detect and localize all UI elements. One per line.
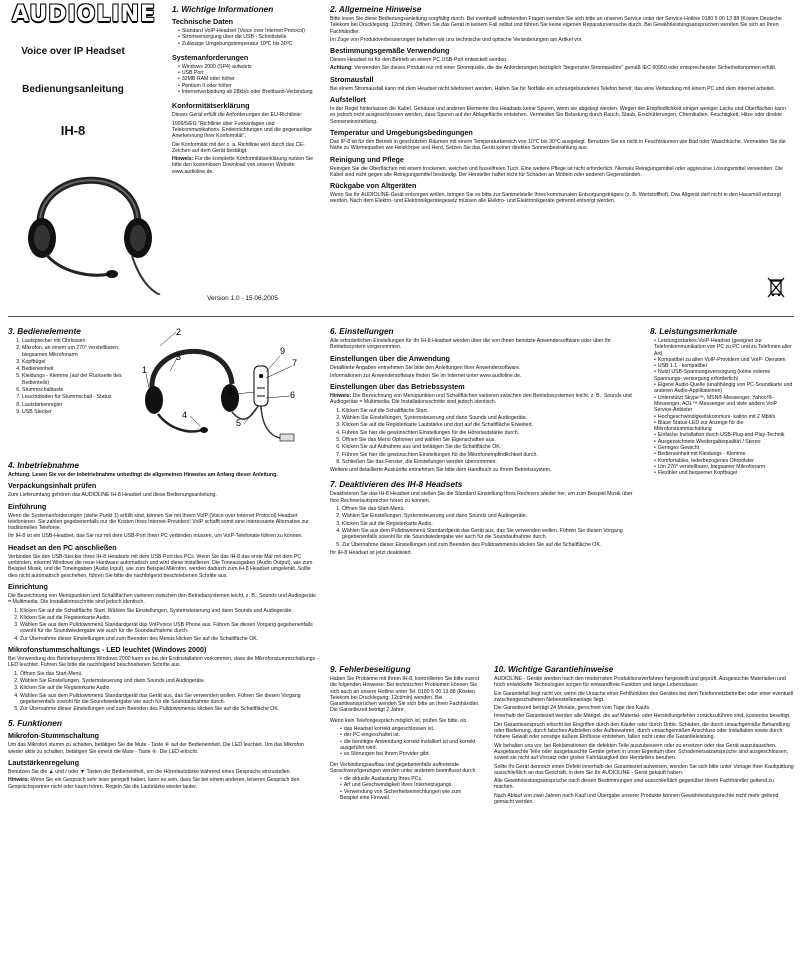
list-item: • USB Port — [178, 70, 322, 76]
list-item: 2. Wählen Sie Einstellungen, Systemsteuerung und dann Sounds und Audiogeräte. — [20, 678, 320, 684]
subheading: Einstellungen über das Betriebssystem — [330, 382, 465, 392]
conformity-text: 1999/5/EG "Richtlinie über Funkanlagen und Telekommunikations- Endeinrichtungen und die gegenseitige Anerkennung ihrer Konformität". — [172, 120, 312, 140]
list-item: • das Headset korrekt angeschlossen ist. — [340, 726, 480, 732]
list-item: • Bedieneinheit mit Kleidungs - Klemme — [654, 451, 795, 457]
subheading: Einführung — [8, 501, 47, 511]
list-item: • Stromversorgung über die USB - Schnittstelle — [178, 34, 322, 40]
subheading: Einstellungen über die Anwendung — [330, 353, 450, 363]
list-item: • Um 270° verstellbarer, biegsamer Mikrofonarm — [654, 464, 795, 470]
subheading: Headset an den PC anschließen — [8, 542, 117, 552]
mic-capsule — [106, 270, 118, 278]
section-3-title: 3. Bedienelemente — [8, 326, 81, 336]
section-4 — [8, 460, 320, 792]
section-5-title: 5. Funktionen — [8, 718, 62, 729]
paragraph: Um das Mikrofon stumm zu schalten, betätigen Sie die Mute - Taste ⑥ auf der Bedieneinheit. Die LED leuchtet. Um das Mikrofon wieder aktiv zu schalten, betätigen Sie erneut die Mute - Taste ⑥. Die LED erlischt. — [8, 742, 304, 755]
paragraph: Bei einem Stromausfall kann mit dem Headset nicht telefoniert werden. Halten Sie für Notfälle ein schnurgebundenes Telefon bereit, das eine Verbindung mit einem PC und dem Internet arbeitet. — [330, 85, 776, 92]
section-6-title: 6. Einstellungen — [330, 326, 394, 336]
paragraph: Verbinden Sie den USB-Stecker Ihres IH-8 Headsets mit dem USB-Port des PCs. Wenn Sie das IH-8 das erste Mal mit dem PC verbinden, erkennt Windows die neue Hardware automatisch und wird diese installieren. Die Toneausgaben (Audio Output), wie zum Beispiel Musik, und die Toneingaben (Audio Input), wie zum Beispiel Mikrofon, werden dadurch zum IH-8 Headset umgelenkt. Sollte dies nicht automatisch geschehen, führen Sie bitte die nachfolgend beschriebenen Schritte aus. — [8, 553, 313, 579]
paragraph: Reinigen Sie die Oberflächen mit einem trockenen, weichen und fusselfreien Tuch. Eine weitere Pflege ist nicht erforderlich. Niemals Reinigungsmittel oder aggressive Lösungsmittel verwenden. Die Kabel sind nicht gegen alle Reinigungsmittel beständig. Der Hersteller haftet nicht für Schäden an Möbeln oder anderen Gegenständen. — [330, 165, 783, 178]
subheading: Temperatur und Umgebungsbedingungen — [330, 127, 473, 137]
paragraph: Wir behalten uns vor, bei Reklamationen die defekten Teile auszubessern oder zu ersetzen oder das Gerät auszutauschen. Ausgetauschte Teile oder ausgetauschte Geräte gehen in unser Eigentum über. Schadenersatzansprüche sind ausgeschlossen, soweit sie nicht auf Vorsatz oder grober Fahrlässigkeit des Herstellers beruhen. — [494, 742, 789, 762]
subheading: Mikrofon-Stummschaltung — [8, 731, 100, 741]
subheading: Reinigung und Pflege — [330, 154, 404, 164]
section-8-title: 8. Leistungsmerkmale — [650, 326, 738, 336]
tech-data-title: Technische Daten — [172, 17, 233, 26]
list-item: • Flexibler und bequemer Kopfbügel — [654, 470, 795, 476]
paragraph: In der Regel hinterlassen die Kabel, Gehäuse und anderen Elemente des Headsets keine Spuren, wenn sie abgelegt werden. Wegen der Empfindlichkeit einiger weniger Lacke und Oberflächen kann es jedoch nicht ausgeschlossen werden, dass Spuren auf der Ablagefläche entstehen. Vermeiden Sie Belastung durch Rauch, Staub, Erschütterungen, Chemikalien, Feuchtigkeit, Hitze oder direkte Sonneneinstrahlung. — [330, 106, 786, 125]
callout-9: 9 — [280, 346, 286, 356]
subheading: Rückgabe von Altgeräten — [330, 181, 417, 191]
list-item: • 32MB RAM oder höher — [178, 76, 322, 82]
subheading: Mikrofonstummschaltungs - LED leuchtet (Windows 2000) — [8, 645, 207, 655]
list-item: • Geringes Gewicht — [654, 445, 795, 451]
list-item: 7. Führen Sie hier die gewünschten Einstellungen für die Mikrofonempfindlichkeit durch. — [342, 452, 635, 458]
controls-diagram — [140, 326, 320, 454]
list-item: 3. Klicken Sie auf die Registerkarte Audio. — [342, 521, 635, 527]
list-item: • es Störungen bei Ihrem Provider gibt. — [340, 751, 480, 757]
list-item: 8. Lautstärkenregler — [22, 402, 123, 408]
section-9 — [330, 664, 480, 803]
list-item: 3. Klicken Sie auf die Registerkarte Audio. — [20, 685, 320, 691]
section-9-title: 9. Fehlerbeseitigung — [330, 664, 411, 674]
list-item: 2. Wählen Sie Einstellungen, Systemsteuerung und dann Sounds und Audiogeräte. — [342, 513, 635, 519]
fold-divider — [8, 316, 794, 317]
subheading: Lautstärkenregelung — [8, 758, 80, 768]
list-item: • Zulässige Umgebungstemperatur 10ºC bis 30ºC — [178, 41, 322, 47]
list-item: 4. Wählen Sie aus dem Pulldownmenü Standardgerät das Gerät aus, das Sie verwenden wollen. Führen Sie diesen Vorgang gegebenenfalls sowohl für die Soundwiedergabe wie auch für die Soundaufnahme durch. — [342, 528, 635, 541]
list-item: • Internetverbindung ab 28kb/s oder Breitband-Verbindung — [178, 89, 322, 95]
system-req-title: Systemanforderungen — [172, 52, 249, 62]
section-7-title: 7. Deaktivieren des IH-8 Headsets — [330, 479, 463, 490]
paragraph: Hinweis: Wenn Sie ein Gespräch sehr leise geregelt haben, kann es sein, dass Sie bei einem anderen, leiseren Gespräch den Gesprächspartner nicht oder kaum hören. Regeln Sie die Lautstärke wieder lauter. — [8, 777, 300, 790]
list-item: 5. Zur Übernahme dieser Einstellungen und zum Beenden des Pulldownmenüs klicken Sie auf die Schaltfläche OK. — [342, 542, 635, 548]
paragraph: Der Verbindungsaufbau und gegebenenfalls auftretende Sprachverzögerungen werden unter anderem beeinflusst durch — [330, 761, 476, 774]
callout-7: 7 — [292, 358, 298, 368]
paragraph: Wenn kein Telefongespräch möglich ist, prüfen Sie bitte, ob — [330, 717, 467, 724]
paragraph: Wenn die Systemanforderungen (siehe Punkt 1) erfüllt sind, können Sie mit Ihrem VoIP (Voice over Internet Protocol) Headset telefonieren. Sie zahlen gegebenenfalls nur die Kosten Ihres Internet-Providers! VoIP schafft somit eine interessante Alternative zur traditionellen Telefonie. — [8, 512, 309, 532]
callout-1: 1 — [142, 365, 148, 375]
paragraph: Ihr IH-8 Headset ist jetzt deaktiviert. — [330, 549, 413, 556]
list-item: 3. Wählen Sie aus dem Pulldownmenü Standardgerät das VoIPvoice USB Phone aus. Führen Sie diesen Vorgang gegebenenfalls sowohl für die Soundwiedergabe wie auch für die Soundaufnahme durch. — [20, 622, 320, 635]
paragraph: Alle erforderlichen Einstellungen für Ihr IH-8 Headset werden über die von Ihnen benutzte Anwendersoftware oder über Ihr Betriebssystem vorgenommen. — [330, 338, 611, 351]
warning-text: Achtung: Lesen Sie vor der Inbetriebnahme unbedingt die allgemeinen Hinweise am Anfang dieser Anleitung. — [8, 472, 278, 478]
paragraph: Zum Lieferumfang gehören das AUDIOLINE IH-8 Headset und diese Bedienungsanleitung. — [8, 492, 217, 499]
list-item: 5. Öffnen Sie das Menü Optionen und wählen Sie Eigenschaften aus. — [342, 437, 635, 443]
list-item: • Nutzt USB-Spannungsversorgung (keine externe Spannungs- versorgung erforderlich) — [654, 369, 795, 382]
list-item: 5. Kleidungs - Klemme (auf der Rückseite des Bedienteils) — [22, 373, 123, 386]
paragraph: Im Zuge von Produktverbesserungen behalten wir uns technische und optische Veränderungen am Artikel vor. — [330, 36, 583, 43]
paragraph: Achtung: Verwenden Sie dieses Produkt nur mit einer Stromquelle, die die Anforderungen bezüglich "begrenzter Stromquellen" gemäß IEC 60950 oder entsprechender Sicherheitsnormen erfüllt. — [330, 65, 777, 72]
list-item: 1. Öffnen Sie das Start-Menü. — [20, 671, 320, 677]
list-item: • Leistungsstarkes VoIP-Headset (geeignet zur Telefonkommunikation von PC zu PC und zu Telefonen aller Art) — [654, 338, 795, 357]
callout-6: 6 — [290, 390, 296, 400]
section-4-title: 4. Inbetriebnahme — [8, 460, 80, 470]
paragraph: Sollte Ihr Gerät dennoch einen Defekt innerhalb der Garantiezeit aufweisen, wenden Sie sich bitte unter Vorlage Ihrer Kaufquittung ausschließlich an das Geschäft, in dem Sie Ihr AUDIOLINE - Gerät gekauft haben. — [494, 763, 794, 776]
list-item: 6. Stummschalttaste — [22, 387, 123, 393]
version-line: Version 1.0 - 15.06.2005 — [207, 295, 278, 302]
list-item: • der PC eingeschaltet ist. — [340, 732, 480, 738]
list-item: 1. Lautsprecher mit Ohrkissen — [22, 338, 123, 344]
paragraph: Informationen zur Anwendersoftware finden Sie im Internet unter www.audioline.de. — [330, 372, 522, 379]
conformity-text: Die Konformität mit der o. a. Richtlinie wird durch das CE-Zeichen auf dem Gerät bestätigt. — [172, 141, 305, 154]
list-item: 4. Führen Sie hier die gewünschten Einstellungen für die Hörerlautstärke durch. — [342, 430, 635, 436]
list-item: 9. USB Stecker — [22, 409, 123, 415]
list-item: • Art und Geschwindigkeit Ihres Internetzugangs. — [340, 782, 480, 788]
list-item: • Pentium II oder höher — [178, 83, 322, 89]
section-3 — [8, 326, 123, 417]
paragraph: Bei Verwendung des Betriebssystems Windows 2000 kann es bei der Erstinstallation vorkommen, dass die Mikrofonstummschaltungs - LED leuchtet. Führen Sie bitte die nachfolgend beschriebenen Schritte aus. — [8, 656, 319, 669]
list-item: • Komfortables, lederbezogenes Ohrpolster — [654, 458, 795, 464]
manual-title: Bedienungsanleitung — [22, 84, 124, 95]
list-item: 3. Kopfbügel — [22, 359, 123, 365]
list-item: • Windows 2000 (SP4) aufwärts — [178, 64, 322, 70]
callout-5: 5 — [236, 418, 242, 428]
section-2-title: 2. Allgemeine Hinweise — [330, 4, 422, 14]
list-item: • USB 1.1 - kompatibel — [654, 363, 795, 369]
section-1-title: 1. Wichtige Informationen — [172, 4, 274, 14]
model-title: IH-8 — [60, 123, 86, 138]
paragraph: Die Bezeichnung von Menüpunkten und Schaltflächen variieren zwischen den Betriebssystemen leicht, z. B.: Sounds und Audiogeräte = Multimedia. Die Installationsschritte sind jedoch identisch. — [8, 592, 316, 606]
paragraph: Deaktivieren Sie das IH-8 Headset und stellen Sie die Standard Einstellung Ihres Rechners wieder her, um zum Beispiel Musik über Ihre Rechnerlautsprecher hören zu können. — [330, 491, 633, 504]
paragraph: Detaillierte Angaben entnehmen Sie bitte den Anleitungen Ihrer Anwendersoftware. — [330, 364, 521, 371]
list-item: 4. Bedieneinheit — [22, 366, 123, 372]
list-item: • die benötigte Anwendung korrekt installiert ist und korrekt ausgeführt wird. — [340, 739, 480, 752]
callout-3: 3 — [176, 352, 182, 362]
paragraph: Haben Sie Probleme mit Ihrem IH-8, kontrollieren Sie bitte zuerst die folgenden Hinweise. Bei technischen Problemen können Sie sich auch an unsere Hotline unter Tel. 0180 5 00 13 88 (Kosten Telekom bei Drucklegung: 12ct/min) wenden. Bei Garantieansprüchen wenden Sie sich bitte an Ihren Fachhändler. Die Garantiezeit beträgt 2 Jahre. — [330, 676, 480, 714]
paragraph: Nach Ablauf von zwei Jahren nach Kauf und Übergabe unserer Produkte können Gewährleistungsrechte nicht mehr geltend gemacht werden. — [494, 792, 779, 806]
subheading: Verpackungsinhalt prüfen — [8, 481, 97, 491]
callout-2: 2 — [176, 327, 182, 337]
paragraph: AUDIOLINE - Geräte werden nach den modernsten Produktionsverfahren hergestellt und geprüft. Ausgesuchte Materialien und hoch entwickelte Technologien sorgen für einwandfreie Funktion und lange Lebensdauer. — [494, 676, 786, 689]
list-item: • die aktuelle Auslastung Ihres PCs. — [340, 776, 480, 782]
usb-plug — [280, 434, 294, 441]
paragraph: Der Garantieanspruch erlischt bei Eingriffen durch den Käufer oder durch Dritte. Schäden, die durch unsachgemäße Behandlung oder Bedienung, durch falsches Aufstellen oder Aufbewahren, durch unsachgemäßen Anschluss oder Installation sowie durch höhere Gewalt oder sonstige äußere Einflüsse entstehen, fallen nicht unter die Garantieleistung. — [494, 721, 790, 741]
list-item: 4. Wählen Sie aus dem Pulldownmenü Standardgerät das Gerät aus, das Sie verwenden wollen. Führen Sie diesen Vorgang gegebenenfalls sowohl für die Soundwiedergabe wie auch für die Soundaufnahme durch. — [20, 693, 320, 706]
list-item: 1. Öffnen Sie das Start-Menü. — [342, 506, 635, 512]
audioline-logo: AUDIOLINE — [12, 2, 157, 27]
list-item: 1. Klicken Sie auf die Schaltfläche Start. Wählen Sie Einstellungen, Systemsteuerung und dann Sounds und Audiogeräte. — [20, 608, 320, 614]
list-item: • Hochgeschwindigkeitskommuni- kation mit 2 Mbit/s — [654, 414, 795, 420]
list-item: • Einfache Installation durch USB-Plug-and-Play-Technik — [654, 432, 795, 438]
list-item: 1. Klicken Sie auf die Schaltfläche Start. — [342, 408, 635, 414]
list-item: 4. Zur Übernahme dieser Einstellungen und zum Beenden des Menüs klicken Sie auf die Schaltfläche OK. — [20, 636, 320, 642]
section-1 — [172, 4, 322, 177]
paragraph: Ein Garantiefall liegt nicht vor, wenn die Ursache einer Fehlfunktion des Gerätes bei dem Telefonnetzbetreiber oder einer eventuell zwischengeschalteten Nebenstellenanlage liegt. — [494, 690, 794, 703]
paragraph: Bitte lesen Sie diese Bedienungsanleitung sorgfältig durch. Bei eventuell auftretenden Fragen wenden Sie sich bitte an unseren Service unter der Service-Hotline 0180 5 00 13 88 (Kosten Deutsche Telekom bei Drucklegung: 12ct/min). Öffnen Sie das Gerät in keinem Fall selbst und führen Sie keine eigenen Reparaturversuche durch. Bei Gewährleistungsansprüchen wenden Sie sich an Ihren Fachhändler. — [330, 16, 782, 35]
paragraph: Hinweis: Die Bezeichnung von Menüpunkten und Schaltflächen variieren zwischen den Betriebssystemen leicht, z. B.: Sounds und Audiogeräte = Multimedia. Die Installationsschritte sind jedoch identisch. — [330, 393, 632, 406]
list-item: • Verwendung von Sicherheitseinrichtungen wie zum Beispiel eine Firewall. — [340, 789, 480, 802]
list-item: • Kompatibel zu allen VoIP-Providern und VoIP- Diensten — [654, 357, 795, 363]
section-2 — [330, 4, 792, 207]
conformity-title: Konformitätserklärung — [172, 101, 250, 111]
paragraph: Benutzen Sie die ▲ und / oder ▼ Tasten der Bedieneinheit, um die Hörerlautstärke während eines Gesprächs einzustellen. — [8, 769, 291, 776]
list-item: 2. Klicken Sie auf die Registerkarte Audio. — [20, 615, 320, 621]
list-item: • Blaue Status-LED zur Anzeige für die Mikrofonstummschaltung — [654, 420, 795, 433]
section-8 — [650, 326, 795, 479]
conformity-text: Dieses Gerät erfüllt die Anforderungen der EU-Richtlinie: — [172, 112, 303, 119]
callout-8: 8 — [228, 386, 234, 396]
paragraph: Das IP-8 ist für den Betrieb in geschützten Räumen mit einem Temperaturbereich von 10°C bis 30°C ausgelegt. Benutzen Sie es nicht in Feuchträumen wie Bad oder Waschküche. Vermeiden Sie die Nähe zu Wärmequellen wie Heizkörper und Herd. Setzen Sie das Gerät keiner direkten Sonnenbestrahlung aus. — [330, 138, 786, 152]
paragraph: Wenn Sie Ihr AUDIOLINE-Gerät entsorgen wollen, bringen Sie es bitte zur Sammelstelle Ihres kommunalen Entsorgungsträgers (z. B. Wertstoffhof). Das Altgerät darf nicht in den Hausmüll entsorgt werden. Nach dem Elektro- und Elektronikgerätegesetz müssen alle Elektro- und Elektronikgeräte getrennt entsorgt werden. — [330, 192, 781, 205]
paragraph: Ihr IH-8 ist ein USB-Headset, das Sie nur mit dem USB-Port Ihren PC verbinden müssen, um VoIP-Telefonate führen zu können. — [8, 533, 303, 540]
list-item: • Unterstützt Skype™, MSN®-Messenger, Yahoo!®-Messenger, AOL™-Messenger und viele andere VoIP Service-Anbieter — [654, 395, 795, 414]
list-item: 7. Leuchtdioden für Stummschalt - Status — [22, 394, 123, 400]
subheading: Stromausfall — [330, 74, 374, 84]
list-item: 8. Schließen Sie das Fenster, die Einstellungen werden übernommen. — [342, 459, 635, 465]
list-item: 6. Klicken Sie auf Aufnahme aus und betätigen Sie die Schaltfläche OK. — [342, 444, 635, 450]
list-item: • Ausgezeichnete Wiedergabequalität / Stereo — [654, 439, 795, 445]
list-item: • Standard VoIP-Headset (Voice over Internet Protocol) — [178, 28, 322, 34]
list-item: 2. Mikrofon, an einem um 270° verstellbaren, biegsamen Mikrofonarm — [22, 345, 123, 358]
paragraph: Weitere und detaillierte Auskünfte entnehmen Sie bitte dem Handbuch zu Ihrem Betriebssystem. — [330, 467, 552, 474]
list-item: 3. Klicken Sie auf die Registerkarte Lautstärke und dort auf die Schaltfläche Erweitert. — [342, 422, 635, 428]
paragraph: Innerhalb der Garantiezeit werden alle Mängel, die auf Material- oder Herstellungsfehler zurückzuführen sind, kostenlos beseitigt. — [494, 713, 791, 720]
callout-4: 4 — [182, 410, 188, 420]
headband — [40, 180, 138, 225]
paragraph: Alle Gewährleistungsansprüche nach diesen Bestimmungen sind ausschließlich gegenüber Ihrem Fachhändler geltend zu machen. — [494, 778, 775, 791]
subheading: Aufstellort — [330, 95, 366, 105]
headset-cable — [132, 256, 160, 295]
section-10-title: 10. Wichtige Garantiehinweise — [494, 664, 614, 674]
section-10 — [494, 664, 794, 807]
headset-illustration — [10, 150, 170, 295]
list-item: • Eigene Audio-Quelle (unabhängig von PC-Soundkarte und anderen Audio-Applikationen) — [654, 382, 795, 395]
subheading: Bestimmungsgemäße Verwendung — [330, 46, 450, 56]
conformity-hint: Hinweis: Für die komplette Konformitätserklärung nutzen Sie bitte den kostenlosen Download von unserer Website www.audioline.de. — [172, 156, 314, 175]
list-item: 5. Zur Übernahme dieser Einstellungen und zum Beenden des Pulldownmenüs klicken Sie auf die Schaltfläche OK. — [20, 706, 320, 712]
control-unit — [254, 366, 268, 406]
mic-boom — [46, 254, 110, 275]
subheading: Einrichtung — [8, 581, 48, 591]
paragraph: Die Garantiezeit beträgt 24 Monate, gerechnet vom Tage des Kaufs. — [494, 705, 651, 712]
weee-bin-icon — [767, 276, 785, 298]
product-title: Voice over IP Headset — [21, 46, 125, 57]
list-item: 2. Wählen Sie Einstellungen, Systemsteuerung und dann Sounds und Audiogeräte. — [342, 415, 635, 421]
section-6 — [330, 326, 635, 558]
paragraph: Dieses Headset ist für den Betrieb an einem PC USB-Port entwickelt worden. — [330, 57, 508, 64]
